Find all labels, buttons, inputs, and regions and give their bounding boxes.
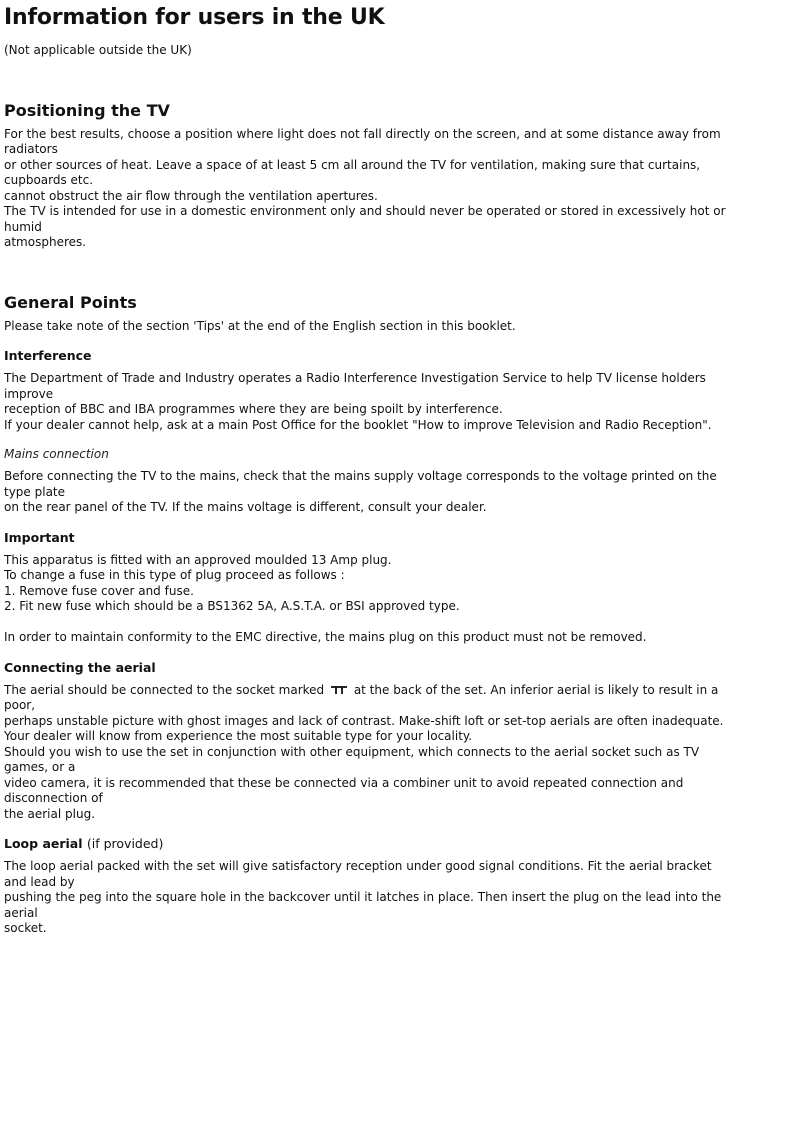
important-line-2: To change a fuse in this type of plug proceed as follows :	[4, 568, 345, 582]
aerial-line-1-end: at the back of the set. An inferior aerial is likely to result in a poor,	[4, 682, 719, 712]
subsection-important	[4, 530, 734, 646]
aerial-line-1-start: The aerial should be connected to the socket marked	[4, 682, 325, 697]
aerial-heading: Connecting the aerial	[4, 659, 156, 675]
aerial-line-6: the aerial plug.	[4, 806, 96, 821]
mains-line-1: Before connecting the TV to the mains, check that the mains supply voltage corresponds to the voltage printed on the type plate	[4, 469, 717, 499]
loop-line-2: pushing the peg into the square hole in the backcover until it latches in place. Then insert the plug on the lead into the aerial	[4, 890, 722, 920]
section-general-points	[4, 293, 734, 937]
positioning-paragraph	[4, 127, 734, 251]
positioning-line-2: or other sources of heat. Leave a space of at least 5 cm all around the TV for ventilation, making sure that curtains, cupboards etc.	[4, 157, 701, 187]
loop-heading	[4, 836, 734, 852]
positioning-line-3: cannot obstruct the air flow through the ventilation apertures.	[4, 188, 378, 203]
important-heading: Important	[4, 529, 75, 545]
document-page	[4, 0, 734, 937]
emc-note: In order to maintain conformity to the EMC directive, the mains plug on this product must not be removed.	[4, 630, 647, 644]
interference-line-3: If your dealer cannot help, ask at a main Post Office for the booklet "How to improve Television and Radio Reception".	[4, 417, 712, 432]
interference-line-1: The Department of Trade and Industry operates a Radio Interference Investigation Service to help TV license holders improve	[4, 371, 706, 401]
positioning-line-1: For the best results, choose a position where light does not fall directly on the screen, and at some distance away from radiators	[4, 126, 721, 156]
positioning-line-5: atmospheres.	[4, 235, 87, 249]
important-step-1: 1. Remove fuse cover and fuse.	[4, 583, 194, 598]
subsection-mains	[4, 447, 734, 516]
interference-heading: Interference	[4, 348, 92, 363]
loop-paragraph	[4, 859, 734, 937]
aerial-paragraph	[4, 683, 734, 823]
important-paragraph	[4, 553, 734, 615]
section-positioning	[4, 101, 734, 251]
aerial-line-4: Should you wish to use the set in conjunction with other equipment, which connects to the aerial socket such as TV games, or a	[4, 744, 700, 774]
positioning-heading: Positioning the TV	[4, 100, 170, 120]
aerial-line-5: video camera, it is recommended that these be connected via a combiner unit to avoid repeated connection and disconnection of	[4, 775, 684, 805]
general-heading: General Points	[4, 292, 137, 312]
general-intro: Please take note of the section 'Tips' at the end of the English section in this booklet.	[4, 318, 516, 333]
page-subtitle: (Not applicable outside the UK)	[4, 43, 192, 57]
subsection-connecting-aerial	[4, 660, 734, 823]
page-title: Information for users in the UK	[4, 5, 385, 30]
aerial-socket-icon	[330, 685, 348, 695]
subsection-loop-aerial	[4, 836, 734, 937]
loop-line-3: socket.	[4, 921, 47, 935]
loop-heading-text: Loop aerial	[4, 836, 83, 851]
subsection-interference	[4, 348, 734, 433]
important-step-2: 2. Fit new fuse which should be a BS1362 5A, A.S.T.A. or BSI approved type.	[4, 599, 460, 613]
mains-paragraph	[4, 469, 734, 516]
interference-line-2: reception of BBC and IBA programmes where they are being spoilt by interference.	[4, 402, 503, 416]
loop-line-1: The loop aerial packed with the set will give satisfactory reception under good signal conditions. Fit the aerial bracket and lead by	[4, 859, 712, 889]
aerial-line-3: Your dealer will know from experience the most suitable type for your locality.	[4, 729, 473, 743]
important-line-1: This apparatus is fitted with an approved moulded 13 Amp plug.	[4, 552, 392, 567]
interference-paragraph	[4, 371, 734, 433]
mains-line-2: on the rear panel of the TV. If the mains voltage is different, consult your dealer.	[4, 500, 487, 514]
loop-heading-note: (if provided)	[86, 836, 164, 851]
mains-heading: Mains connection	[4, 447, 109, 461]
positioning-line-4: The TV is intended for use in a domestic environment only and should never be operated or stored in excessively hot or humid	[4, 204, 726, 234]
aerial-line-2: perhaps unstable picture with ghost images and lack of contrast. Make-shift loft or set-top aerials are often inadequate.	[4, 713, 724, 728]
